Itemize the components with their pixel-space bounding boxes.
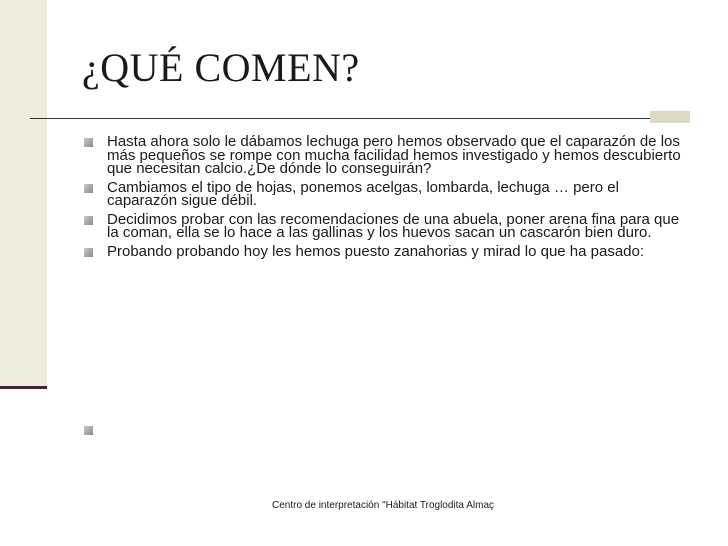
empty-square-bullet-icon	[84, 426, 93, 435]
square-bullet-icon	[84, 184, 93, 193]
slide-footer: Centro de interpretación "Hábitat Troglodita Almaç	[272, 500, 495, 511]
bullet-list	[82, 135, 682, 263]
square-bullet-icon	[84, 216, 93, 225]
bullet-item	[82, 210, 682, 241]
bullet-text: Cambiamos el tipo de hojas, ponemos acelgas, lombarda, lechuga … pero el caparazón sigue débil.	[107, 178, 619, 209]
bullet-text: Probando probando hoy les hemos puesto zanahorias y mirad lo que ha pasado:	[107, 242, 645, 260]
title-divider	[30, 118, 650, 119]
square-bullet-icon	[84, 248, 93, 257]
slide-title: ¿QUÉ COMEN?	[82, 45, 360, 90]
decorative-side-bar	[0, 0, 47, 389]
bullet-text: Decidimos probar con las recomendaciones de una abuela, poner arena fina para que la coman, ella se lo hace a las gallinas y los huevos sacan un cascarón bien duro.	[107, 210, 680, 241]
bullet-item	[82, 135, 682, 176]
bullet-item	[82, 242, 682, 260]
divider-accent-box	[650, 111, 690, 123]
bullet-text: Hasta ahora solo le dábamos lechuga pero hemos observado que el caparazón de los más pequeños se rompe con mucha facilidad hemos investigado y hemos descubierto que necesitan calcio.¿De dónde lo conseguirán?	[107, 133, 681, 177]
square-bullet-icon	[84, 138, 93, 147]
bullet-item	[82, 178, 682, 209]
